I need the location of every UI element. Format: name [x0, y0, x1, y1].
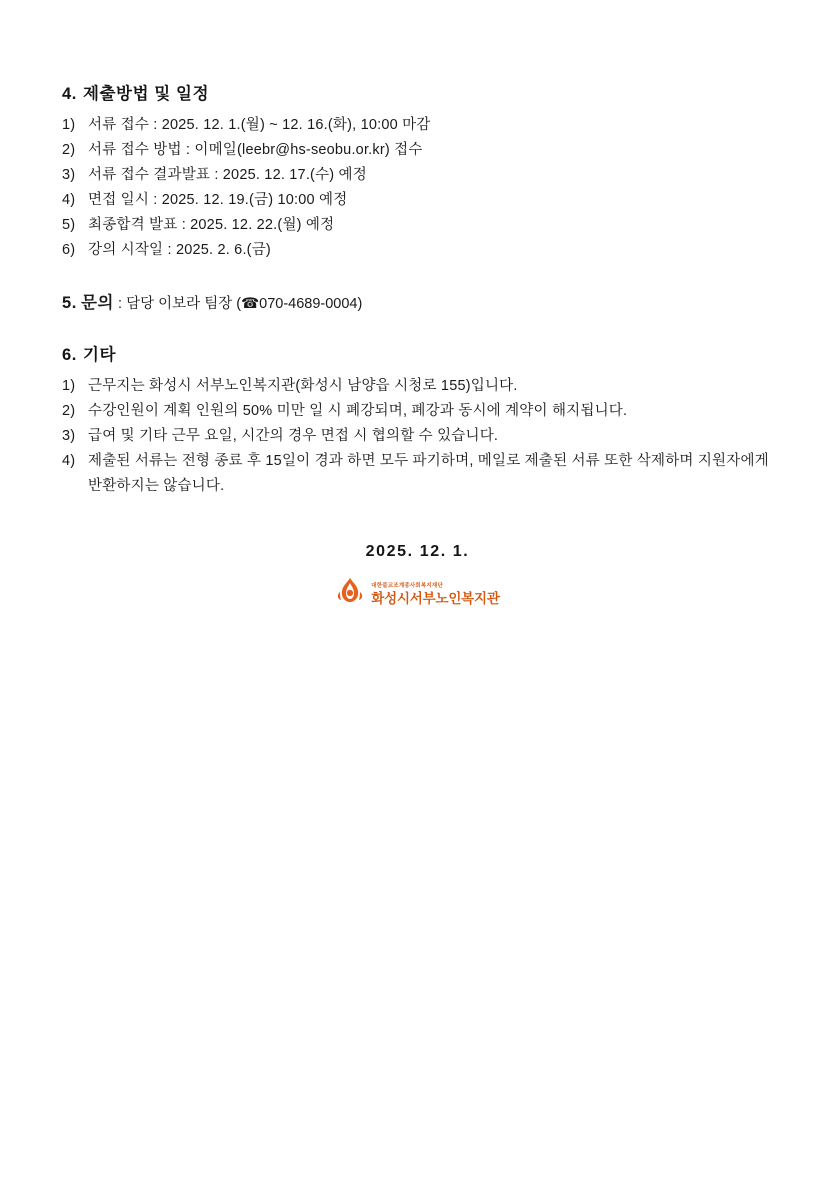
lotus-flame-icon [335, 575, 365, 605]
list-item [62, 399, 773, 424]
footer-date: 2025. 12. 1. [365, 543, 470, 560]
list-marker: 3) [62, 167, 76, 183]
section-title: 제출방법 및 일정 [82, 85, 210, 103]
list-text: 서류 접수 결과발표 : 2025. 12. 17.(수) 예정 [88, 167, 367, 183]
section-number: 6. [62, 346, 77, 364]
list-item [62, 163, 773, 188]
list-text: 최종합격 발표 : 2025. 12. 22.(월) 예정 [88, 217, 335, 233]
organization-logo [335, 575, 499, 606]
logo-text [371, 575, 499, 606]
list-item [62, 138, 773, 163]
list-item [62, 113, 773, 138]
inquiry-contact: : 담당 이보라 팀장 (☎070-4689-0004) [118, 296, 363, 312]
section-heading-etc [62, 341, 773, 365]
list-text: 강의 시작일 : 2025. 2. 6.(금) [88, 242, 271, 258]
list-item [62, 374, 773, 399]
list-marker: 2) [62, 403, 76, 419]
section-title: 문의 [80, 294, 115, 312]
list-text: 서류 접수 방법 : 이메일(leebr@hs-seobu.or.kr) 접수 [88, 142, 423, 158]
list-marker: 1) [62, 117, 76, 133]
list-item [62, 449, 773, 499]
list-marker: 2) [62, 142, 76, 158]
spacer [62, 269, 773, 291]
list-text: 서류 접수 : 2025. 12. 1.(월) ~ 12. 16.(화), 10:00 마감 [88, 117, 431, 133]
list-marker: 1) [62, 378, 76, 394]
list-item [62, 213, 773, 238]
list-text: 근무지는 화성시 서부노인복지관(화성시 남양읍 시청로 155)입니다. [88, 378, 518, 394]
list-marker: 4) [62, 453, 76, 469]
list-marker: 4) [62, 192, 76, 208]
list-marker: 3) [62, 428, 76, 444]
section-number: 5. [62, 294, 77, 312]
section-etc [62, 341, 773, 499]
submission-list [62, 113, 773, 263]
spacer [62, 323, 773, 341]
etc-list [62, 374, 773, 499]
list-text: 수강인원이 계획 인원의 50% 미만 일 시 폐강되며, 폐강과 동시에 계약이 해지됩니다. [88, 403, 628, 419]
list-marker: 6) [62, 242, 76, 258]
section-number: 4. [62, 85, 77, 103]
list-item [62, 238, 773, 263]
list-text: 제출된 서류는 전형 종료 후 15일이 경과 하면 모두 파기하며, 메일로 제출된 서류 또한 삭제하며 지원자에게 반환하지는 않습니다. [88, 453, 769, 494]
list-item [62, 424, 773, 449]
section-title: 기타 [82, 346, 117, 364]
list-text: 급여 및 기타 근무 요일, 시간의 경우 면접 시 협의할 수 있습니다. [88, 428, 499, 444]
logo-foundation-name: 대한불교조계종사회복지재단 [371, 583, 443, 589]
section-heading-submission [62, 80, 773, 104]
list-text: 면접 일시 : 2025. 12. 19.(금) 10:00 예정 [88, 192, 348, 208]
list-item [62, 188, 773, 213]
logo-organization-name: 화성시서부노인복지관 [371, 590, 500, 606]
document-footer [62, 543, 773, 610]
inquiry-line [62, 291, 773, 317]
section-submission [62, 80, 773, 263]
list-marker: 5) [62, 217, 76, 233]
section-inquiry [62, 291, 773, 317]
